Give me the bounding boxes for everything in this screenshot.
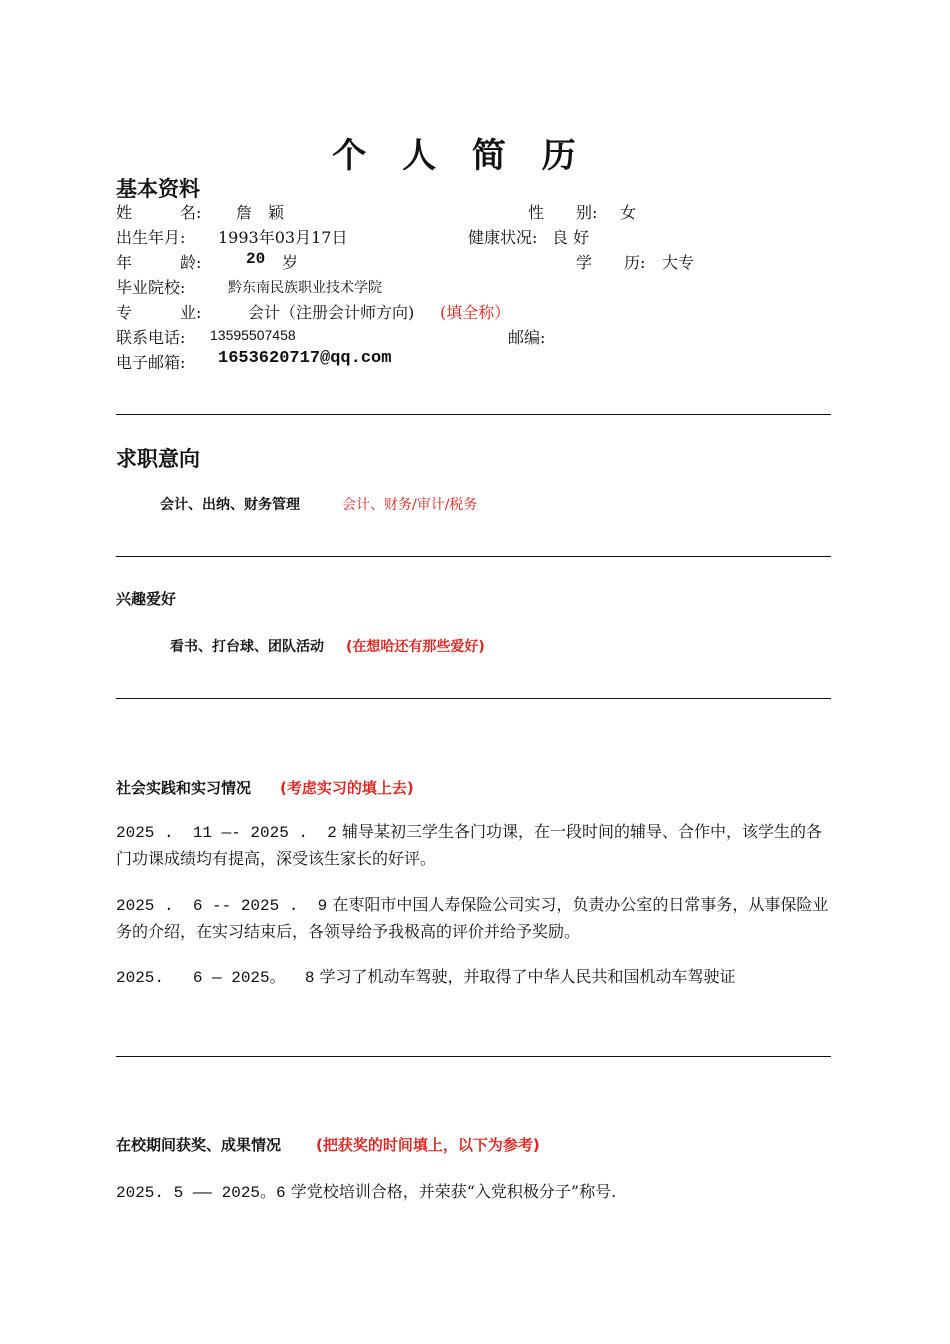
- practice-entry: [116, 964, 832, 991]
- practice-note: (考虑实习的填上去): [280, 779, 414, 797]
- section-heading-practice: 社会实践和实习情况: [116, 779, 252, 797]
- divider: [116, 1056, 831, 1057]
- major-value: 会计（注册会计师方向): [248, 303, 415, 322]
- practice-entry-text: 学习了机动车驾驶，并取得了中华人民共和国机动车驾驶证: [319, 967, 736, 986]
- practice-entry-date: 2025. 6 — 2025。 8: [116, 969, 315, 987]
- section-heading-hobby: 兴趣爱好: [116, 590, 177, 608]
- intent-value: 会计、出纳、财务管理: [160, 497, 300, 513]
- practice-entry-date: 2025 . 6 -- 2025 . 9: [116, 897, 328, 915]
- school-value: 黔东南民族职业技术学院: [228, 280, 382, 296]
- name-label: 姓 名:: [116, 203, 202, 222]
- practice-entry: [116, 819, 832, 872]
- major-note: (填全称）: [440, 303, 511, 322]
- zip-label: 邮编:: [508, 328, 546, 347]
- hobby-note: (在想哈还有那些爱好): [346, 639, 485, 655]
- school-label: 毕业院校:: [116, 278, 186, 297]
- email-value: 1653620717@qq.com: [218, 349, 392, 368]
- health-label: 健康状况:: [468, 228, 538, 247]
- section-heading-awards: 在校期间获奖、成果情况: [116, 1136, 282, 1154]
- age-unit: 岁: [282, 253, 299, 272]
- section-heading-intent: 求职意向: [116, 447, 200, 471]
- page-title: 个 人 简 历: [332, 136, 588, 176]
- award-entry: [116, 1179, 832, 1206]
- phone-value: 13595507458: [210, 327, 296, 343]
- major-label: 专 业:: [116, 303, 202, 322]
- gender-value: 女: [620, 203, 637, 222]
- education-label: 学 历:: [576, 253, 646, 272]
- intent-note: 会计、财务/审计/税务: [342, 497, 478, 513]
- practice-entry-date: 2025 . 11 —- 2025 . 2: [116, 824, 337, 842]
- education-value: 大专: [662, 253, 695, 272]
- name-value: 詹 颖: [236, 203, 285, 222]
- health-value: 良 好: [552, 228, 590, 247]
- gender-label: 性 别:: [528, 203, 598, 222]
- section-heading-basic: 基本资料: [116, 177, 200, 201]
- hobby-value: 看书、打台球、团队活动: [170, 639, 324, 655]
- practice-entry: [116, 892, 832, 945]
- email-label: 电子邮箱:: [116, 353, 186, 372]
- age-value: 20: [246, 250, 266, 268]
- phone-label: 联系电话:: [116, 328, 186, 347]
- practice-entry-text: 在枣阳市中国人寿保险公司实习，负责办公室的日常事务，从事保险业务的介绍，在实习结束后，各领导给予我极高的评价并给予奖励。: [116, 895, 829, 941]
- divider: [116, 414, 831, 415]
- divider: [116, 556, 831, 557]
- award-entry-text: 学党校培训合格，并荣获“入党积极分子”称号.: [290, 1182, 617, 1201]
- birth-value: 1993年03月17日: [218, 228, 348, 247]
- birth-label: 出生年月:: [116, 228, 186, 247]
- award-entry-date: 2025. 5 —— 2025。6: [116, 1184, 286, 1202]
- divider: [116, 698, 831, 699]
- awards-note: (把获奖的时间填上，以下为参考): [316, 1136, 540, 1154]
- practice-entry-text: 辅导某初三学生各门功课，在一段时间的辅导、合作中，该学生的各门功课成绩均有提高，深受该生家长的好评。: [116, 822, 822, 868]
- age-label: 年 龄:: [116, 253, 202, 272]
